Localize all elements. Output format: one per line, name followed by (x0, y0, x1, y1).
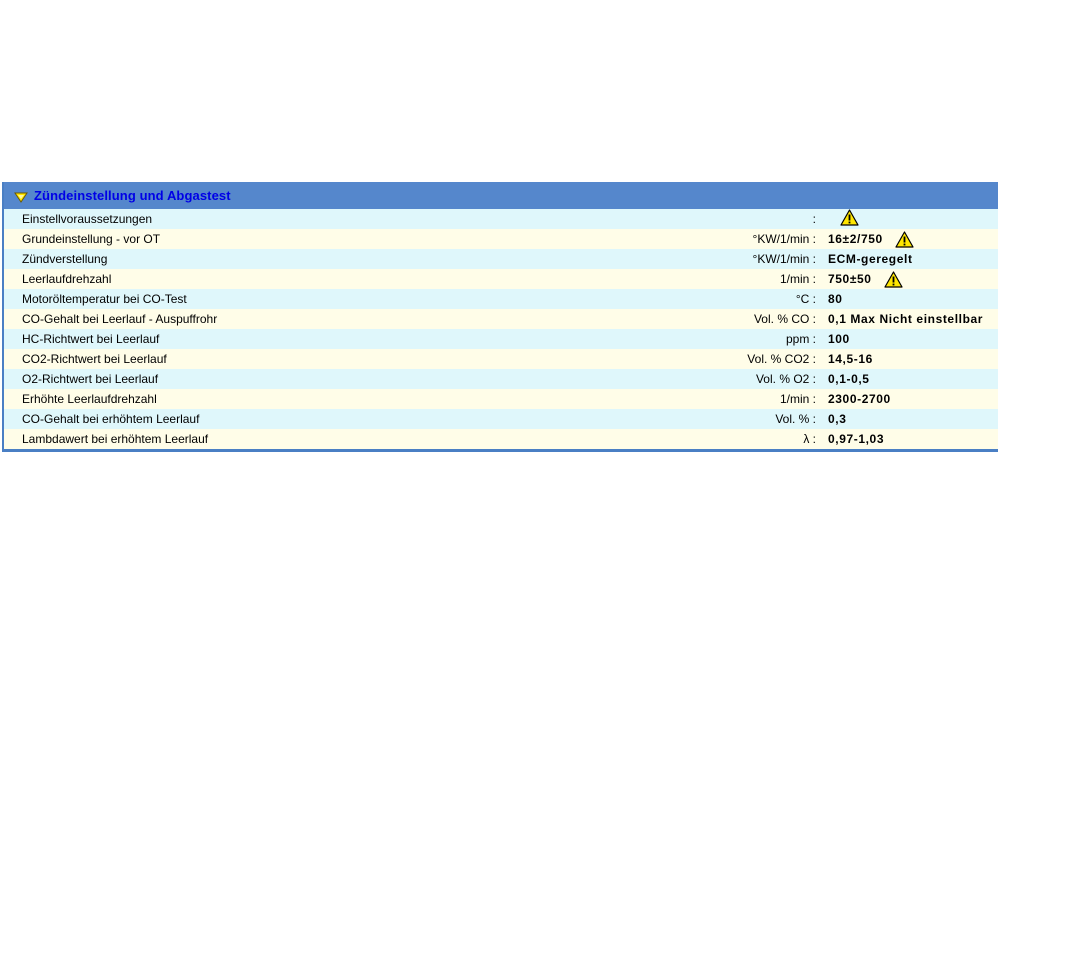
spec-unit: ppm : (785, 332, 816, 346)
ignition-exhaust-panel (2, 182, 998, 452)
spec-value-text: 750±50 (828, 272, 872, 286)
spec-unit: Vol. % : (775, 412, 816, 426)
spec-label: HC-Richtwert bei Leerlauf (22, 332, 160, 346)
spec-value (828, 269, 903, 289)
spec-value (828, 289, 843, 309)
spec-unit: : (812, 212, 816, 226)
spec-value (828, 249, 913, 269)
warning-icon[interactable] (895, 231, 914, 248)
warning-icon[interactable] (884, 271, 903, 288)
spec-value-text: 2300-2700 (828, 392, 891, 406)
spec-value (828, 329, 850, 349)
spec-label: Einstellvoraussetzungen (22, 212, 153, 226)
spec-value-text: 0,1 Max Nicht einstellbar (828, 312, 984, 326)
spec-value (828, 209, 859, 226)
spec-row (4, 429, 998, 449)
spec-row (4, 309, 998, 329)
spec-value (828, 309, 983, 329)
spec-label: Lambdawert bei erhöhtem Leerlauf (22, 432, 209, 446)
spec-label: Zündverstellung (22, 252, 108, 266)
spec-value (828, 229, 914, 249)
warning-icon[interactable] (840, 209, 859, 226)
spec-row (4, 209, 998, 229)
spec-label: CO-Gehalt bei erhöhtem Leerlauf (22, 412, 200, 426)
spec-unit: °C : (795, 292, 816, 306)
spec-label: CO2-Richtwert bei Leerlauf (22, 352, 167, 366)
spec-value-text: 14,5-16 (828, 352, 873, 366)
section-title: Zündeinstellung und Abgastest (34, 188, 231, 203)
spec-label: Leerlaufdrehzahl (22, 272, 112, 286)
spec-unit: Vol. % CO2 : (747, 352, 816, 366)
spec-row (4, 229, 998, 249)
spec-row (4, 269, 998, 289)
spec-label: Motoröltemperatur bei CO-Test (22, 292, 187, 306)
spec-list (4, 209, 998, 449)
section-header[interactable] (4, 182, 998, 209)
spec-unit: λ : (803, 432, 816, 446)
spec-value-text: 0,97-1,03 (828, 432, 885, 446)
spec-value-text: 80 (828, 292, 843, 306)
spec-unit: °KW/1/min : (752, 252, 816, 266)
spec-row (4, 409, 998, 429)
spec-value-text: 0,1-0,5 (828, 372, 870, 386)
spec-row (4, 329, 998, 349)
spec-unit: 1/min : (779, 272, 816, 286)
chevron-down-icon[interactable] (14, 190, 28, 202)
spec-row (4, 289, 998, 309)
spec-value-text: 0,3 (828, 412, 847, 426)
spec-row (4, 389, 998, 409)
spec-value-text: ECM-geregelt (828, 252, 913, 266)
spec-unit: Vol. % CO : (753, 312, 816, 326)
spec-row (4, 369, 998, 389)
spec-value (828, 349, 873, 369)
spec-value-text: 100 (828, 332, 850, 346)
spec-value (828, 389, 891, 409)
spec-unit: 1/min : (779, 392, 816, 406)
spec-value (828, 409, 846, 429)
spec-row (4, 249, 998, 269)
spec-label: Erhöhte Leerlaufdrehzahl (22, 392, 157, 406)
spec-label: Grundeinstellung - vor OT (22, 232, 161, 246)
spec-value (828, 429, 884, 449)
spec-unit: Vol. % O2 : (755, 372, 816, 386)
spec-value (828, 369, 870, 389)
spec-row (4, 349, 998, 369)
spec-label: O2-Richtwert bei Leerlauf (22, 372, 159, 386)
spec-label: CO-Gehalt bei Leerlauf - Auspuffrohr (22, 312, 218, 326)
spec-value-text: 16±2/750 (828, 232, 883, 246)
spec-unit: °KW/1/min : (752, 232, 816, 246)
